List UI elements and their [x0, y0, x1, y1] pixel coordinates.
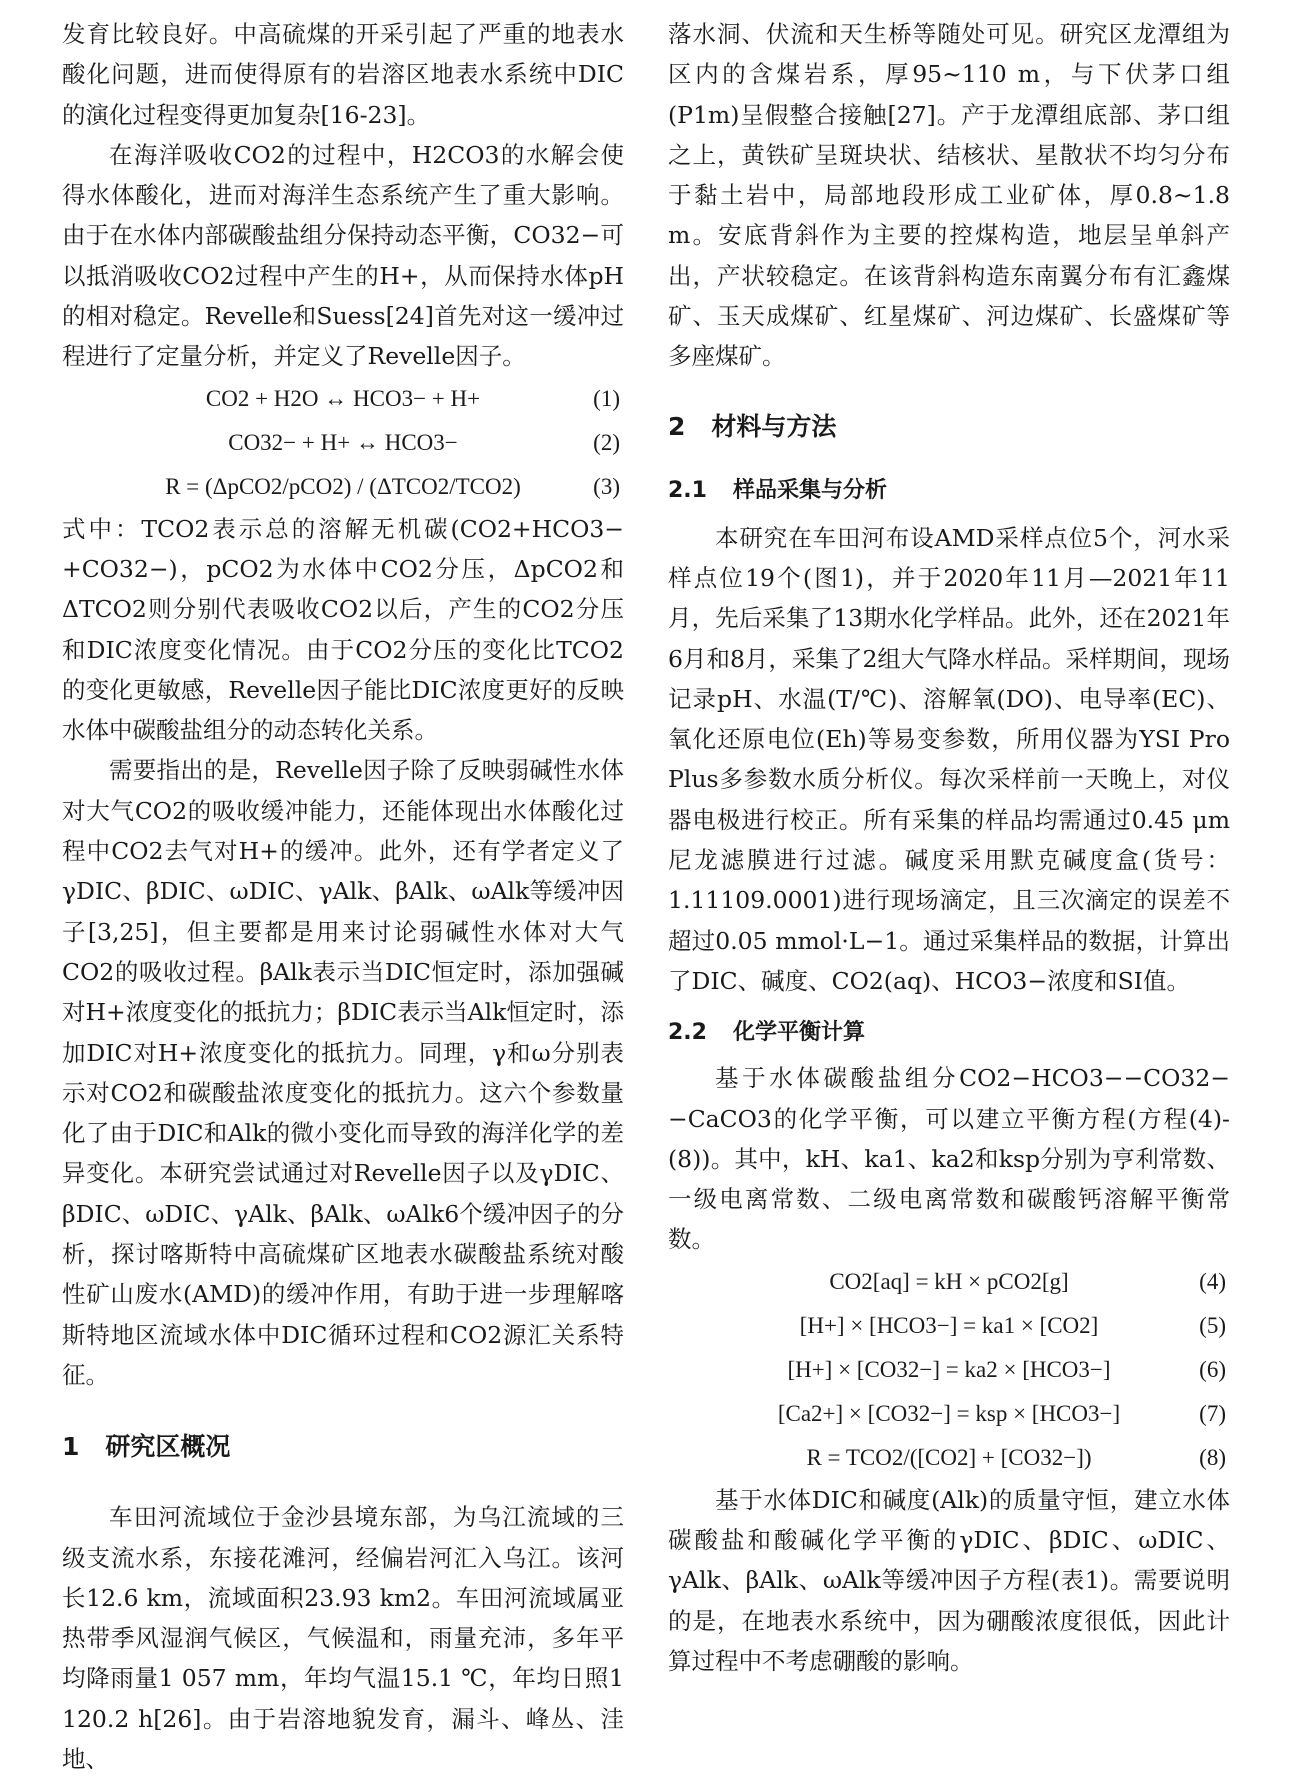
- section-2-number: 2: [668, 411, 686, 441]
- subsection-2-1-title: 样品采集与分析: [732, 477, 887, 503]
- equation-7-body: [Ca2+] × [CO32−] = ksp × [HCO3−]: [777, 1400, 1121, 1426]
- paragraph-ocean-buffer: 在海洋吸收CO2的过程中，H2CO3的水解会使得水体酸化，进而对海洋生态系统产生了重大影响。由于在水体内部碳酸盐组分保持动态平衡，CO32−可以抵消吸收CO2过程中产生的H+，从而保持水体pH的相对稳定。Revelle和Suess[24]首先对这一缓冲过程进行了定量分析，并定义了Revelle因子。: [62, 140, 624, 371]
- equation-7-number: (7): [1199, 1400, 1226, 1426]
- equation-3: [62, 465, 624, 509]
- section-1-heading: [62, 1427, 624, 1463]
- paragraph-buffer-factors: 需要指出的是，Revelle因子除了反映弱碱性水体对大气CO2的吸收缓冲能力，还能体现出水体酸化过程中CO2去气对H+的缓冲。此外，还有学者定义了γDIC、βDIC、ωDIC、γAlk、βAlk、ωAlk等缓冲因子[3,25]，但主要都是用来讨论弱碱性水体对大气CO2的吸收过程。βAlk表示当DIC恒定时，添加强碱对H+浓度变化的抵抗力；βDIC表示当Alk恒定时，添加DIC对H+浓度变化的抵抗力。同理，γ和ω分别表示对CO2和碳酸盐浓度变化的抵抗力。这六个参数量化了由于DIC和Alk的微小变化而导致的海洋化学的差异变化。本研究尝试通过对Revelle因子以及γDIC、βDIC、ωDIC、γAlk、βAlk、ωAlk6个缓冲因子的分析，探讨喀斯特中高硫煤矿区地表水碳酸盐系统对酸性矿山废水(AMD)的缓冲作用，有助于进一步理解喀斯特地区流域水体中DIC循环过程和CO2源汇关系特征。: [62, 756, 624, 1389]
- equation-8-number: (8): [1199, 1444, 1226, 1470]
- paragraph-sampling: 本研究在车田河布设AMD采样点位5个，河水采样点位19个(图1)，并于2020年11月—2021年11月，先后采集了13期水化学样品。此外，还在2021年6月和8月，采集了2组大气降水样品。采样期间，现场记录pH、水温(T/℃)、溶解氧(DO)、电导率(EC)、氧化还原电位(Eh)等易变参数，所用仪器为YSI Pro Plus多参数水质分析仪。每次采样前一天晚上，对仪器电极进行校正。所有采集的样品均需通过0.45 μm尼龙滤膜进行过滤。碱度采用默克碱度盒(货号：1.11109.0001)进行现场滴定，且三次滴定的误差不超过0.05 mmol·L−1。通过采集样品的数据，计算出了DIC、碱度、CO2(aq)、HCO3−浓度和SI值。: [668, 523, 1230, 995]
- equation-4-number: (4): [1199, 1268, 1226, 1294]
- section-1-title: 研究区概况: [105, 1432, 231, 1462]
- subsection-2-1-number: 2.1: [668, 477, 707, 503]
- equation-3-number: (3): [593, 473, 620, 499]
- equation-5-number: (5): [1199, 1312, 1226, 1338]
- subsection-2-2-title: 化学平衡计算: [732, 1020, 865, 1046]
- equation-1-body: CO2 + H2O ↔ HCO3− + H+: [205, 385, 481, 411]
- equation-2-number: (2): [593, 429, 620, 455]
- subsection-2-2-heading: [668, 1015, 1230, 1046]
- equation-1-number: (1): [593, 385, 620, 411]
- equation-1: [62, 377, 624, 421]
- equation-4: [668, 1260, 1230, 1304]
- equation-3-body: R = (ΔpCO2/pCO2) / (ΔTCO2/TCO2): [165, 473, 521, 499]
- left-column: [62, 14, 624, 1779]
- section-2-title: 材料与方法: [711, 411, 837, 441]
- equation-2: [62, 421, 624, 465]
- paragraph-geology: 落水洞、伏流和天生桥等随处可见。研究区龙潭组为区内的含煤岩系，厚95~110 m，与下伏茅口组(P1m)呈假整合接触[27]。产于龙潭组底部、茅口组之上，黄铁矿呈斑块状、结核状、星散状不均匀分布于黏土岩中，局部地段形成工业矿体，厚0.8~1.8 m。安底背斜作为主要的控煤构造，地层呈单斜产出，产状较稳定。在该背斜构造东南翼分布有汇鑫煤矿、玉天成煤矿、红星煤矿、河边煤矿、长盛煤矿等多座煤矿。: [668, 20, 1230, 371]
- equation-2-body: CO32− + H+ ↔ HCO3−: [228, 429, 458, 455]
- right-column: [668, 14, 1230, 1681]
- equation-5: [668, 1304, 1230, 1348]
- paragraph-study-area: 车田河流域位于金沙县境东部，为乌江流域的三级支流水系，东接花滩河，经偏岩河汇入乌江。该河长12.6 km，流域面积23.93 km2。车田河流域属亚热带季风湿润气候区，气候温和，雨量充沛，多年平均降雨量1 057 mm，年均气温15.1 ℃，年均日照1 120.2 h[26]。由于岩溶地貌发育，漏斗、峰丛、洼地、: [62, 1503, 624, 1773]
- equation-4-body: CO2[aq] = kH × pCO2[g]: [829, 1268, 1069, 1294]
- paragraph-equilibrium: 基于水体碳酸盐组分CO2−HCO3−−CO32−−CaCO3的化学平衡，可以建立平衡方程(方程(4)-(8))。其中，kH、ka1、ka2和ksp分别为亨利常数、一级电离常数、二级电离常数和碳酸钙溶解平衡常数。: [668, 1064, 1230, 1254]
- equation-6-body: [H+] × [CO32−] = ka2 × [HCO3−]: [787, 1356, 1111, 1382]
- equation-5-body: [H+] × [HCO3−] = ka1 × [CO2]: [799, 1312, 1099, 1338]
- section-2-heading: [668, 407, 1230, 443]
- equation-8-body: R = TCO2/([CO2] + [CO32−]): [806, 1444, 1092, 1470]
- subsection-2-2-number: 2.2: [668, 1020, 707, 1046]
- paragraph-intro: 发育比较良好。中高硫煤的开采引起了严重的地表水酸化问题，进而使得原有的岩溶区地表水系统中DIC的演化过程变得更加复杂[16-23]。: [62, 20, 624, 129]
- equation-6-number: (6): [1199, 1356, 1226, 1382]
- equation-6: [668, 1348, 1230, 1392]
- paragraph-buffer-equations: 基于水体DIC和碱度(Alk)的质量守恒，建立水体碳酸盐和酸碱化学平衡的γDIC、βDIC、ωDIC、γAlk、βAlk、ωAlk等缓冲因子方程(表1)。需要说明的是，在地表水系统中，因为硼酸浓度很低，因此计算过程中不考虑硼酸的影响。: [668, 1485, 1230, 1675]
- equation-8: [668, 1436, 1230, 1480]
- section-1-number: 1: [62, 1432, 80, 1462]
- subsection-2-1-heading: [668, 473, 1230, 504]
- paragraph-where: 式中：TCO2表示总的溶解无机碳(CO2+HCO3−+CO32−)，pCO2为水体中CO2分压，ΔpCO2和ΔTCO2则分别代表吸收CO2以后，产生的CO2分压和DIC浓度变化情况。由于CO2分压的变化比TCO2的变化更敏感，Revelle因子能比DIC浓度更好的反映水体中碳酸盐组分的动态转化关系。: [62, 514, 624, 745]
- equation-7: [668, 1392, 1230, 1436]
